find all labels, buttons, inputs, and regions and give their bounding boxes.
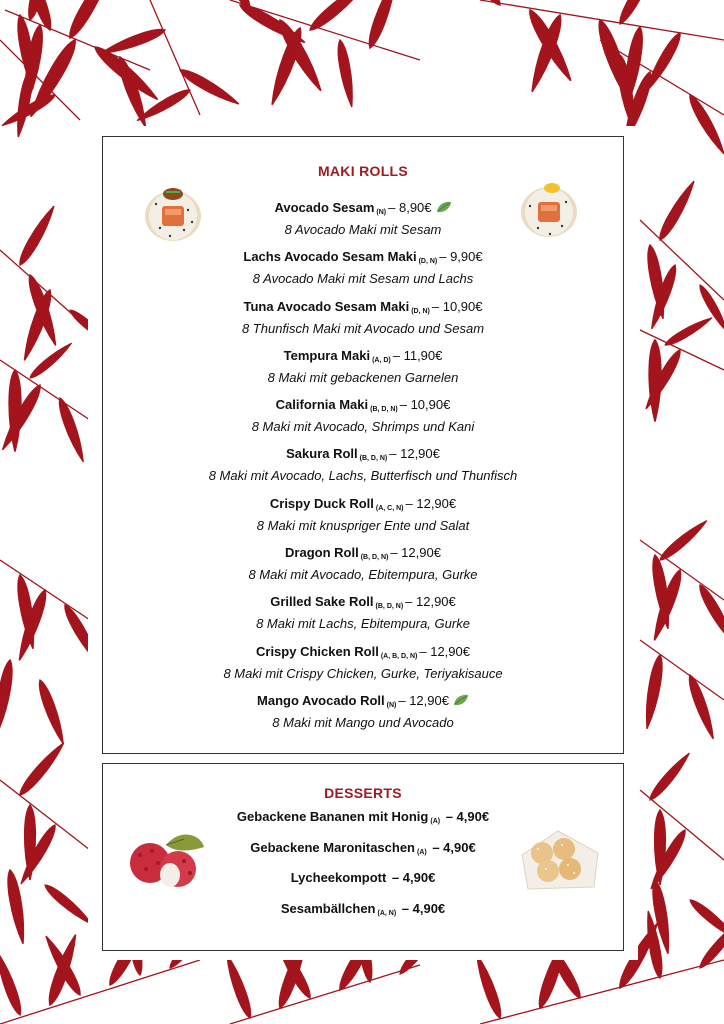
- dessert-name: Lycheekompott: [290, 870, 387, 886]
- menu-item: [88, 495, 638, 544]
- menu-item: [88, 347, 638, 396]
- menu-item: [88, 248, 638, 297]
- dessert-price: – 4,90€: [432, 839, 476, 855]
- menu-item: [88, 643, 638, 692]
- item-name: Crispy Chicken Roll: [256, 643, 379, 659]
- item-price: – 12,90€: [405, 495, 457, 511]
- menu-item: [88, 593, 638, 642]
- menu-item: [88, 199, 638, 248]
- dessert-name: Gebackene Maronitaschen: [250, 839, 415, 855]
- item-description: 8 Thunfisch Maki mit Avocado und Sesam: [241, 320, 485, 336]
- dessert-allergens: (A): [430, 818, 441, 825]
- item-price: – 12,90€: [419, 643, 470, 659]
- item-description: 8 Avocado Maki mit Sesam: [284, 222, 442, 237]
- dessert-item: [88, 900, 638, 931]
- item-name: Avocado Sesam: [274, 200, 375, 215]
- item-allergens: (B, D, N): [360, 554, 389, 562]
- dessert-list: [88, 808, 638, 931]
- item-description: 8 Maki mit gebackenen Garnelen: [267, 369, 459, 385]
- maki-card: [88, 126, 638, 766]
- dessert-price: – 4,90€: [401, 901, 446, 917]
- dessert-item: [88, 808, 638, 839]
- item-description: 8 Maki mit Avocado, Ebitempura, Gurke: [248, 567, 478, 583]
- desserts-card: [88, 755, 638, 960]
- menu-item: [88, 396, 638, 445]
- item-price: – 9,90€: [439, 249, 483, 265]
- dessert-allergens: (A, N): [377, 910, 397, 918]
- menu-item: [88, 445, 638, 494]
- item-allergens: (B, D, N): [370, 406, 398, 414]
- dessert-name: Sesambällchen: [280, 901, 376, 917]
- item-name: Sakura Roll: [286, 446, 358, 462]
- item-name: Crispy Duck Roll: [269, 495, 374, 511]
- item-description: 8 Maki mit Avocado, Shrimps und Kani: [251, 419, 475, 435]
- maki-list: [88, 199, 638, 741]
- item-price: – 12,90€: [398, 692, 449, 708]
- item-allergens: (A, B, D, N): [380, 652, 418, 660]
- item-allergens: (B, D, N): [375, 603, 404, 611]
- item-allergens: (A, C, N): [375, 504, 404, 512]
- menu-item: [88, 692, 638, 741]
- item-name: Grilled Sake Roll: [270, 594, 374, 610]
- item-allergens: (D, N): [411, 307, 430, 315]
- dessert-name: Gebackene Bananen mit Honig: [236, 809, 429, 824]
- item-name: California Maki: [275, 397, 369, 413]
- item-price: – 12,90€: [390, 545, 441, 561]
- item-name: Dragon Roll: [285, 545, 359, 561]
- maki-section-title: MAKI ROLLS: [317, 163, 409, 179]
- item-description: 8 Maki mit knuspriger Ente und Salat: [256, 517, 470, 533]
- item-price: – 10,90€: [399, 397, 451, 413]
- menu-item: [88, 298, 638, 347]
- item-allergens: (D, N): [418, 258, 438, 266]
- item-description: 8 Maki mit Lachs, Ebitempura, Gurke: [256, 616, 470, 632]
- desserts-section-title: DESSERTS: [324, 785, 402, 801]
- item-price: – 12,90€: [389, 446, 440, 462]
- item-allergens: (N): [376, 209, 387, 216]
- item-description: 8 Maki mit Crispy Chicken, Gurke, Teriyakisauce: [223, 665, 503, 681]
- item-name: Mango Avocado Roll: [257, 692, 385, 708]
- item-price: – 8,90€: [388, 200, 432, 215]
- item-allergens: (A, D): [372, 356, 391, 364]
- vegan-leaf-icon: [453, 694, 469, 706]
- item-description: 8 Maki mit Mango und Avocado: [272, 714, 454, 730]
- item-allergens: (B, D, N): [359, 455, 388, 463]
- dessert-price: – 4,90€: [391, 870, 436, 886]
- dessert-item: [88, 869, 638, 900]
- item-description: 8 Avocado Maki mit Sesam und Lachs: [252, 271, 474, 287]
- item-price: – 10,90€: [431, 298, 483, 314]
- item-price: – 12,90€: [405, 594, 456, 610]
- dessert-allergens: (A): [417, 848, 427, 856]
- item-allergens: (N): [386, 701, 397, 709]
- item-name: Lachs Avocado Sesam Maki: [243, 249, 417, 265]
- item-name: Tempura Maki: [283, 347, 371, 363]
- dessert-price: – 4,90€: [445, 809, 490, 824]
- item-price: – 11,90€: [392, 347, 443, 363]
- dessert-item: [88, 839, 638, 870]
- menu-item: [88, 544, 638, 593]
- item-name: Tuna Avocado Sesam Maki: [243, 298, 410, 314]
- vegan-leaf-icon: [436, 201, 452, 213]
- item-description: 8 Maki mit Avocado, Lachs, Butterfisch und Thunfisch: [208, 468, 518, 484]
